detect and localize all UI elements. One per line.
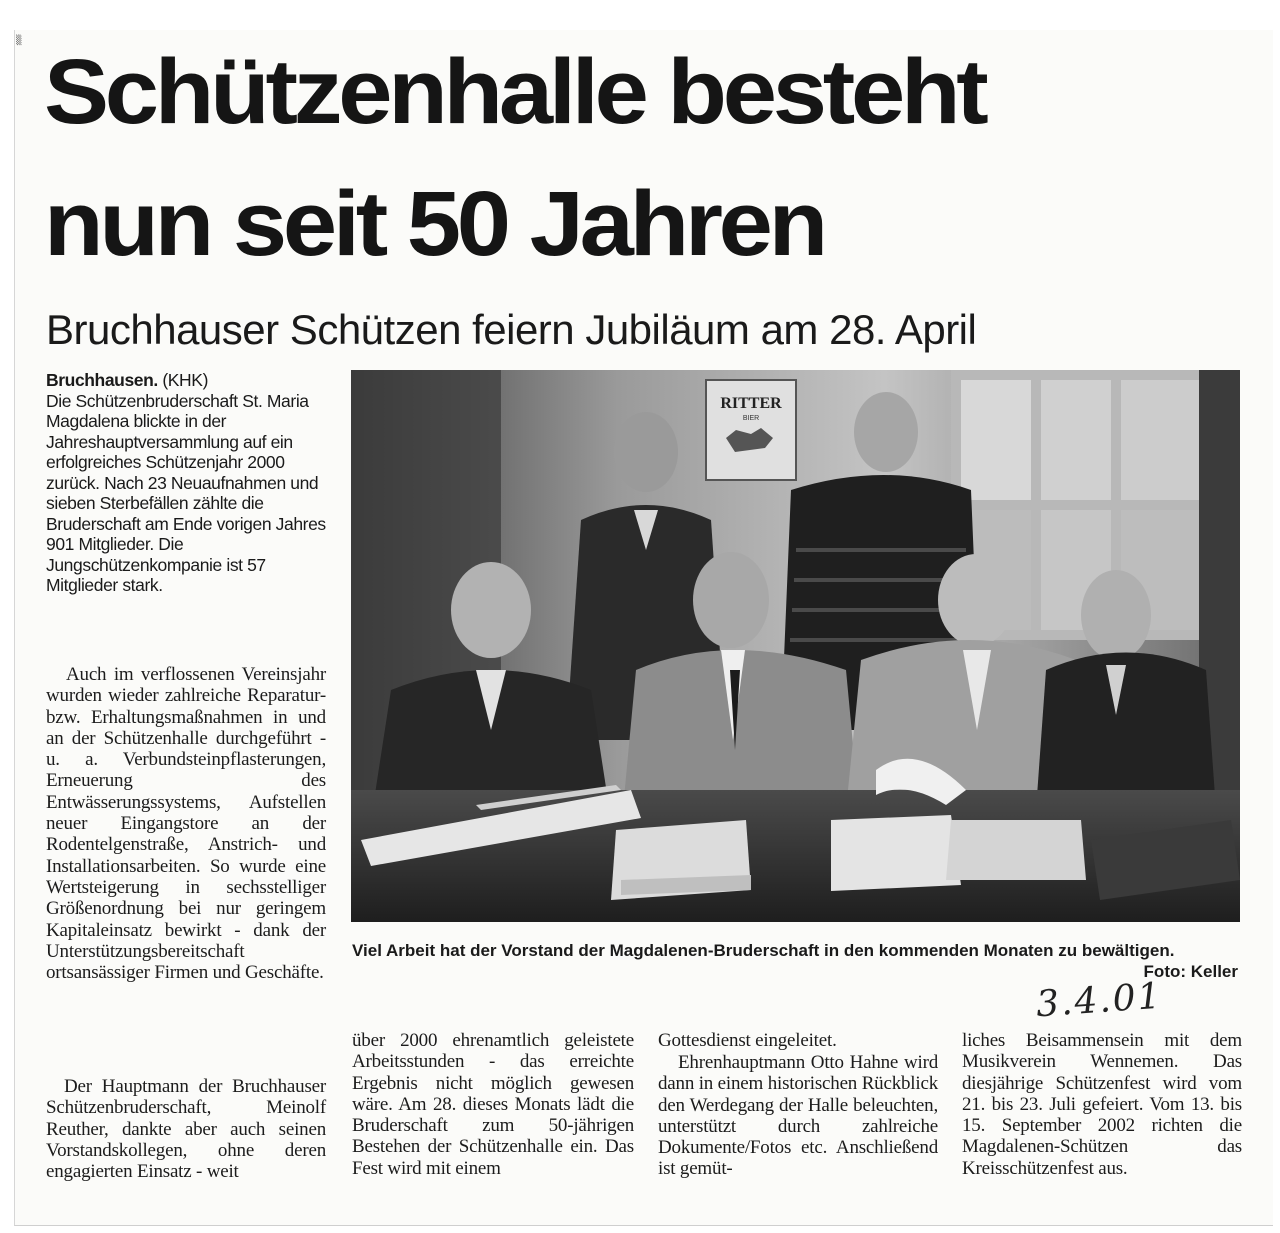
body-column-3-paragraph: Ehrenhauptmann Otto Hahne wird dann in einem historischen Rückblick den Werdegang der Halle beleuchten, unterstützt durch zahlreiche Dokumente/Fotos etc. Anschließend ist gemüt- xyxy=(658,1052,938,1180)
article-photo xyxy=(351,370,1240,922)
intro-paragraph xyxy=(46,370,330,596)
headline-line-1: Schützenhalle besteht xyxy=(44,41,985,143)
photo-illustration xyxy=(351,370,1240,922)
poster-logo-text: RITTER xyxy=(720,395,782,412)
photo-caption: Viel Arbeit hat der Vorstand der Magdalenen-Bruderschaft in den kommenden Monaten zu bewältigen. xyxy=(352,941,1175,960)
body-column-2: über 2000 ehrenamtlich geleistete Arbeitsstunden - das erreichte Ergebnis nicht möglich gewesen wäre. Am 28. dieses Monats lädt die Bruderschaft zum 50-jährigen Bestehen der Schützenhalle ein. Das Fest wird mit einem xyxy=(352,1030,634,1179)
body-column-3-line-1: Gottesdienst eingeleitet. xyxy=(658,1030,837,1051)
subheadline: Bruchhauser Schützen feiern Jubiläum am 28. April xyxy=(46,306,977,353)
body-column-1-paragraph-1: Auch im verflossenen Vereinsjahr wurden wieder zahlreiche Reparatur- bzw. Erhaltungsmaßnahmen in und an der Schützenhalle durchgeführt - u. a. Verbundsteinpflasterungen, Erneuerung des Entwässerungssystems, Aufstellen neuer Eingangstore an der Rodentelgenstraße, Anstrich- und Installationsarbeiten. So wurde eine Wertsteigerung in sechsstelliger Größenordnung bei nur geringem Kapitaleinsatz bewirkt - dank der Unterstützungsbereitschaft ortsansässiger Firmen und Geschäfte. xyxy=(46,664,326,984)
body-column-1-paragraph-2: Der Hauptmann der Bruchhauser Schützenbruderschaft, Meinolf Reuther, dankte aber auch seinen Vorstandskollegen, ohne deren engagierten Einsatz - weit xyxy=(46,1076,326,1183)
corner-scan-mark: ▒ xyxy=(16,36,22,46)
photo-credit: Foto: Keller xyxy=(1143,962,1238,981)
intro-text: Die Schützenbruderschaft St. Maria Magdalena blickte in der Jahreshauptversammlung auf ein erfolgreiches Schützenjahr 2000 zurück. Nach 23 Neuaufnahmen und sieben Sterbefällen zählte die Bruderschaft am Ende vorigen Jahres 901 Mitglieder. Die Jungschützenkompanie ist 57 Mitglieder stark. xyxy=(46,390,326,595)
poster-logo-subtext: BIER xyxy=(742,415,760,422)
handwritten-date: 3.4.01 xyxy=(1034,975,1164,1026)
headline-line-2: nun seit 50 Jahren xyxy=(44,173,824,275)
dateline-place: Bruchhausen. xyxy=(46,370,158,390)
dateline-agency: (KHK) xyxy=(162,370,208,390)
body-column-4: liches Beisammensein mit dem Musikverein Wennemen. Das diesjährige Schützenfest wird vom 21. bis 23. Juli gefeiert. Vom 13. bis 15. September 2002 richten die Magdalenen-Schützen das Kreisschützenfest aus. xyxy=(962,1030,1242,1179)
